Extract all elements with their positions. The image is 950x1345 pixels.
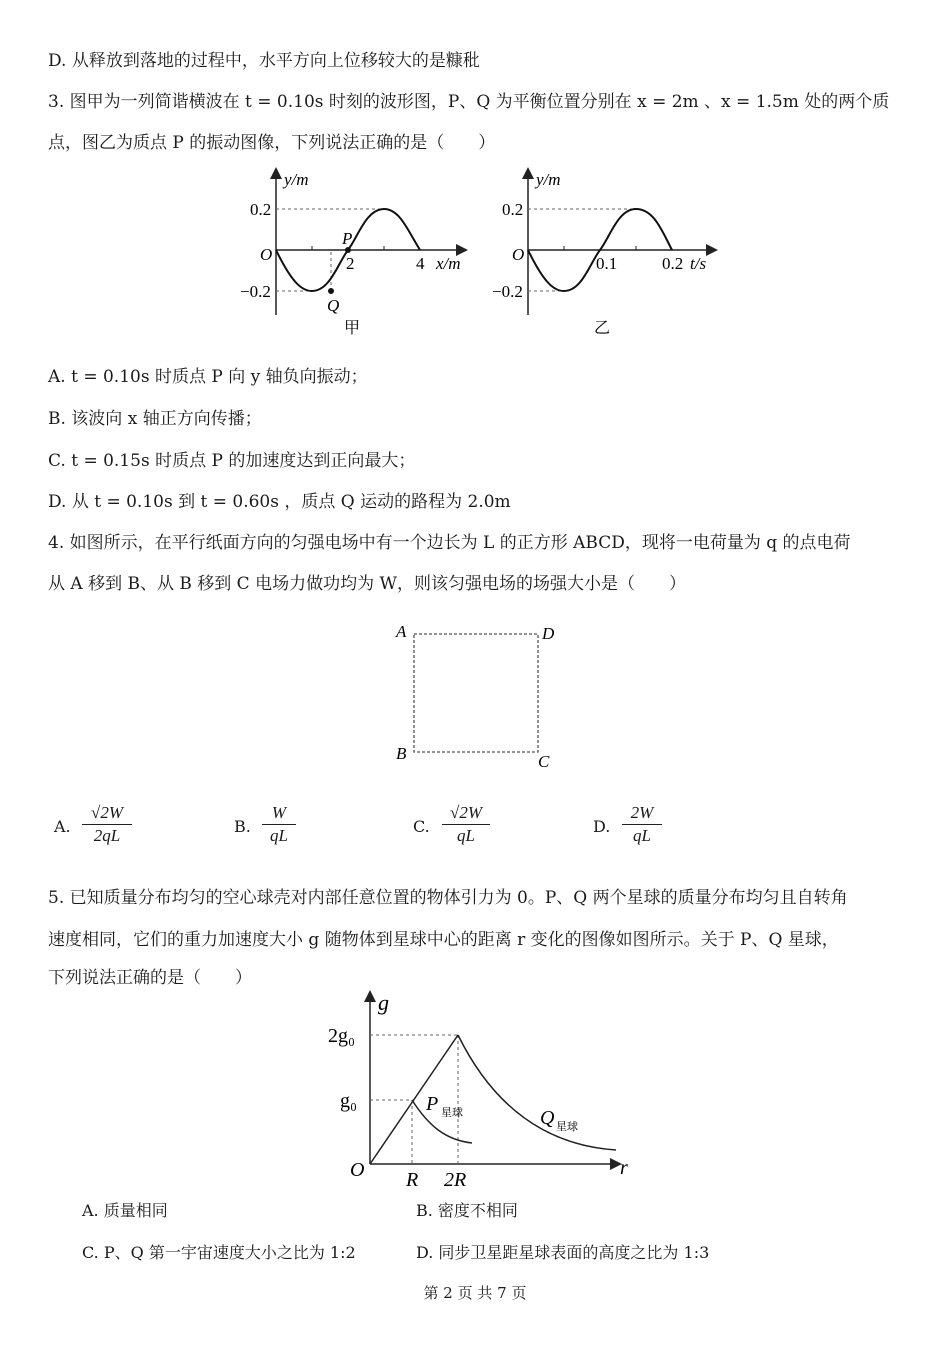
q5-option-a: A. 质量相同 — [82, 1201, 168, 1220]
denominator: qL — [457, 826, 475, 845]
point-q — [328, 288, 334, 294]
g-tick-g0: g₀ — [340, 1090, 357, 1112]
curve-q-sub: 星球 — [556, 1121, 578, 1133]
jia-xtick-2: 2 — [346, 254, 355, 273]
q4-option-b-label: B. — [234, 817, 251, 836]
yi-ytick-bottom: −0.2 — [492, 282, 523, 301]
q4-option-a-label: A. — [54, 817, 71, 836]
numerator: √2W — [442, 803, 490, 825]
jia-ytick-top: 0.2 — [250, 200, 272, 219]
q4-stem-line2: 从 A 移到 B、从 B 移到 C 电场力做功均为 W，则该匀强电场的场强大小是（ ） — [48, 574, 686, 594]
graph-origin: O — [350, 1159, 365, 1181]
denominator: 2qL — [93, 826, 121, 845]
square-abcd-figure — [388, 615, 568, 775]
q5-option-c: C. P、Q 第一宇宙速度大小之比为 1:2 — [82, 1243, 356, 1262]
q-decay-curve — [458, 1035, 616, 1150]
vertex-b: B — [396, 744, 407, 763]
yi-origin: O — [512, 245, 525, 264]
numerator: 2W — [622, 803, 662, 825]
vertex-c: C — [538, 752, 550, 771]
jia-label-q: Q — [327, 296, 340, 315]
numerator: √2W — [82, 803, 132, 825]
q5-option-b: B. 密度不相同 — [416, 1201, 518, 1220]
q3-option-a: A. t = 0.10s 时质点 P 向 y 轴负向振动； — [48, 367, 368, 387]
q4-option-a-fraction — [82, 803, 132, 846]
q5-option-d: D. 同步卫星距星球表面的高度之比为 1:3 — [416, 1243, 710, 1262]
q4-option-d-fraction — [622, 803, 662, 846]
q2-option-d: D. 从释放到落地的过程中，水平方向上位移较大的是糠秕 — [48, 51, 480, 71]
yi-xlabel: t/s — [690, 254, 707, 273]
r-tick-2r: 2R — [444, 1169, 467, 1190]
gravity-distance-graph — [320, 990, 640, 1190]
q4-stem-line1: 4. 如图所示，在平行纸面方向的匀强电场中有一个边长为 L 的正方形 ABCD，现将一电荷量为 q 的点电荷 — [48, 533, 851, 553]
jia-xlabel: x/m — [436, 254, 461, 273]
jia-caption: 甲 — [344, 320, 361, 337]
g-tick-2g0: 2g₀ — [328, 1025, 355, 1047]
square — [414, 634, 538, 752]
q4-option-d-label: D. — [593, 817, 611, 836]
denominator: qL — [270, 826, 288, 845]
q3-option-c: C. t = 0.15s 时质点 P 的加速度达到正向最大； — [48, 451, 416, 471]
wave-graph-jia — [240, 165, 480, 340]
q4-option-b-fraction — [262, 803, 296, 846]
jia-ylabel: y/m — [284, 170, 309, 189]
q5-stem-line1: 5. 已知质量分布均匀的空心球壳对内部任意位置的物体引力为 0。P、Q 两个星球的质量分布均匀且自转角 — [48, 888, 848, 908]
jia-xtick-4: 4 — [416, 254, 425, 273]
r-tick-r: R — [406, 1169, 419, 1190]
denominator: qL — [633, 826, 651, 845]
page-footer: 第 2 页 共 7 页 — [423, 1284, 527, 1302]
r-axis-label: r — [620, 1157, 628, 1179]
q3-stem-line1: 3. 图甲为一列简谐横波在 t = 0.10s 时刻的波形图，P、Q 为平衡位置分别在 x = 2m 、x = 1.5m 处的两个质 — [48, 92, 890, 112]
jia-origin: O — [260, 245, 273, 264]
yi-ylabel: y/m — [536, 170, 561, 189]
q3-option-d: D. 从 t = 0.10s 到 t = 0.60s ，质点 Q 运动的路程为 2.0m — [48, 492, 511, 512]
vibration-graph-yi — [490, 165, 730, 340]
curve-p-sub: 星球 — [441, 1107, 463, 1119]
q4-option-c-label: C. — [413, 817, 430, 836]
yi-caption: 乙 — [594, 320, 611, 337]
numerator: W — [262, 803, 296, 825]
vertex-d: D — [542, 624, 555, 643]
curve-q-label: Q — [540, 1107, 555, 1129]
g-axis-label: g — [378, 990, 389, 1015]
q4-option-c-fraction — [442, 803, 490, 846]
q5-stem-line3: 下列说法正确的是（ ） — [48, 968, 252, 988]
vertex-a: A — [396, 622, 407, 641]
q3-option-b: B. 该波向 x 轴正方向传播； — [48, 409, 262, 429]
curve-p-label: P — [426, 1093, 439, 1115]
yi-xtick-01: 0.1 — [596, 254, 618, 273]
jia-ytick-bottom: −0.2 — [240, 282, 271, 301]
jia-label-p: P — [342, 229, 353, 248]
yi-ytick-top: 0.2 — [502, 200, 524, 219]
q3-stem-line2: 点，图乙为质点 P 的振动图像，下列说法正确的是（ ） — [48, 133, 496, 153]
q5-stem-line2: 速度相同，它们的重力加速度大小 g 随物体到星球中心的距离 r 变化的图像如图所示。关于 P、Q 星球， — [48, 930, 839, 950]
yi-xtick-02: 0.2 — [662, 254, 684, 273]
